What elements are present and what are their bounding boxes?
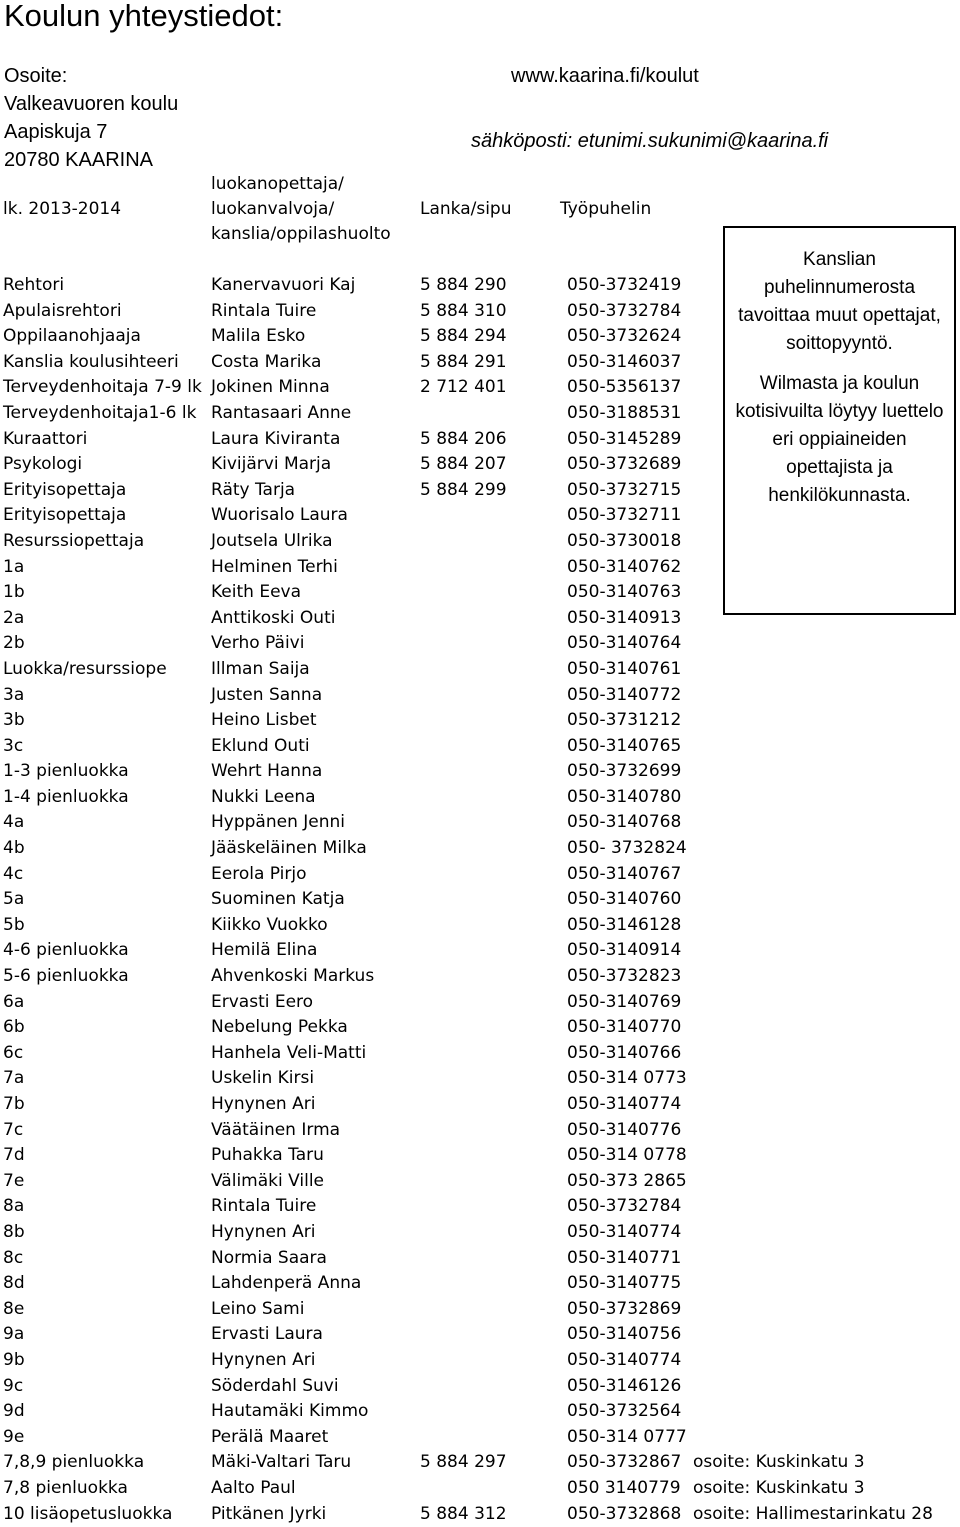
person-cell: Kivijärvi Marja bbox=[211, 452, 331, 478]
role-cell: 7,8,9 pienluokka bbox=[3, 1450, 144, 1476]
phone-cell: 050-3140774 bbox=[567, 1092, 681, 1118]
role-cell: 5b bbox=[3, 913, 25, 939]
table-row bbox=[0, 1476, 960, 1502]
phone-cell: 050-3145289 bbox=[567, 427, 681, 453]
address-label: Osoite: bbox=[4, 63, 67, 89]
person-cell: Uskelin Kirsi bbox=[211, 1066, 314, 1092]
role-cell: Terveydenhoitaja1-6 lk bbox=[3, 401, 196, 427]
role-cell: 5-6 pienluokka bbox=[3, 964, 129, 990]
table-row bbox=[0, 810, 960, 836]
table-row bbox=[0, 836, 960, 862]
phone-cell: 050-3732699 bbox=[567, 759, 681, 785]
role-cell: Oppilaanohjaaja bbox=[3, 324, 141, 350]
table-row bbox=[0, 631, 960, 657]
person-cell: Nukki Leena bbox=[211, 785, 316, 811]
phone-cell: 050-3140767 bbox=[567, 862, 681, 888]
table-row bbox=[0, 1169, 960, 1195]
phone-cell: 050-3140770 bbox=[567, 1015, 681, 1041]
phone-cell: 050-3732419 bbox=[567, 273, 681, 299]
table-row bbox=[0, 862, 960, 888]
phone-cell: 050-3140756 bbox=[567, 1322, 681, 1348]
person-cell: Eklund Outi bbox=[211, 734, 310, 760]
table-row bbox=[0, 1297, 960, 1323]
phone-cell: 050-3732624 bbox=[567, 324, 681, 350]
person-cell: Hyppänen Jenni bbox=[211, 810, 345, 836]
person-cell: Aalto Paul bbox=[211, 1476, 296, 1502]
role-cell: 8d bbox=[3, 1271, 25, 1297]
table-row bbox=[0, 657, 960, 683]
table-row bbox=[0, 938, 960, 964]
table-row bbox=[0, 759, 960, 785]
person-cell: Jääskeläinen Milka bbox=[211, 836, 367, 862]
phone-cell: 050-3146128 bbox=[567, 913, 681, 939]
phone-cell: 050-3732867 bbox=[567, 1450, 681, 1476]
table-row bbox=[0, 913, 960, 939]
person-header-line-1: luokanopettaja/ bbox=[211, 172, 344, 196]
person-cell: Anttikoski Outi bbox=[211, 606, 335, 632]
lanka-header: Lanka/sipu bbox=[420, 197, 512, 221]
table-row bbox=[0, 1118, 960, 1144]
role-cell: 8a bbox=[3, 1194, 24, 1220]
email-text: sähköposti: etunimi.sukunimi@kaarina.fi bbox=[471, 128, 828, 154]
phone-cell: 050-3140914 bbox=[567, 938, 681, 964]
phone-cell: 050-3140763 bbox=[567, 580, 681, 606]
person-cell: Perälä Maaret bbox=[211, 1425, 328, 1451]
person-cell: Väätäinen Irma bbox=[211, 1118, 340, 1144]
info-note-box bbox=[723, 226, 956, 615]
role-cell: Kanslia koulusihteeri bbox=[3, 350, 179, 376]
person-cell: Hynynen Ari bbox=[211, 1092, 315, 1118]
phone-cell: 050-3731212 bbox=[567, 708, 681, 734]
role-cell: Rehtori bbox=[3, 273, 64, 299]
phone-cell: 050-3732689 bbox=[567, 452, 681, 478]
person-cell: Verho Päivi bbox=[211, 631, 304, 657]
person-cell: Rantasaari Anne bbox=[211, 401, 351, 427]
lanka-cell: 5 884 312 bbox=[420, 1502, 507, 1527]
person-cell: Kiikko Vuokko bbox=[211, 913, 328, 939]
person-cell: Pitkänen Jyrki bbox=[211, 1502, 326, 1527]
phone-cell: 050-3140776 bbox=[567, 1118, 681, 1144]
person-cell: Suominen Katja bbox=[211, 887, 345, 913]
person-header-line-2: luokanvalvoja/ bbox=[211, 197, 334, 221]
role-cell: Psykologi bbox=[3, 452, 82, 478]
role-cell: Apulaisrehtori bbox=[3, 299, 122, 325]
table-row bbox=[0, 683, 960, 709]
city-address: 20780 KAARINA bbox=[4, 147, 153, 173]
person-cell: Lahdenperä Anna bbox=[211, 1271, 361, 1297]
role-cell: 9a bbox=[3, 1322, 24, 1348]
note-paragraph-2: Wilmasta ja koulun kotisivuilta löytyy luettelo eri oppiaineiden opettajista ja henkilökunnasta. bbox=[725, 370, 954, 510]
phone-cell: 050-3730018 bbox=[567, 529, 681, 555]
phone-cell: 050 3140779 bbox=[567, 1476, 681, 1502]
role-cell: 3c bbox=[3, 734, 23, 760]
role-cell: 2b bbox=[3, 631, 25, 657]
phone-cell: 050- 3732824 bbox=[567, 836, 687, 862]
role-cell: 4b bbox=[3, 836, 25, 862]
person-cell: Jokinen Minna bbox=[211, 375, 330, 401]
table-row bbox=[0, 1399, 960, 1425]
phone-cell: 050-3732784 bbox=[567, 299, 681, 325]
person-cell: Laura Kiviranta bbox=[211, 427, 340, 453]
person-cell: Hanhela Veli-Matti bbox=[211, 1041, 366, 1067]
person-cell: Ervasti Laura bbox=[211, 1322, 323, 1348]
table-row bbox=[0, 1271, 960, 1297]
person-cell: Joutsela Ulrika bbox=[211, 529, 333, 555]
person-header-line-3: kanslia/oppilashuolto bbox=[211, 222, 391, 246]
phone-cell: 050-314 0778 bbox=[567, 1143, 687, 1169]
phone-cell: 050-3140766 bbox=[567, 1041, 681, 1067]
phone-cell: 050-3732823 bbox=[567, 964, 681, 990]
phone-cell: 050-3140913 bbox=[567, 606, 681, 632]
role-cell: 10 lisäopetusluokka bbox=[3, 1502, 172, 1527]
phone-cell: 050-3140762 bbox=[567, 555, 681, 581]
phone-cell: 050-3146126 bbox=[567, 1374, 681, 1400]
table-row bbox=[0, 1066, 960, 1092]
role-cell: Terveydenhoitaja 7-9 lk bbox=[3, 375, 202, 401]
note-cell: osoite: Kuskinkatu 3 bbox=[693, 1476, 865, 1502]
table-row bbox=[0, 1425, 960, 1451]
school-name: Valkeavuoren koulu bbox=[4, 91, 178, 117]
table-row bbox=[0, 1322, 960, 1348]
person-cell: Normia Saara bbox=[211, 1246, 327, 1272]
lanka-cell: 5 884 310 bbox=[420, 299, 507, 325]
person-cell: Heino Lisbet bbox=[211, 708, 317, 734]
role-cell: 1a bbox=[3, 555, 24, 581]
role-cell: 1b bbox=[3, 580, 25, 606]
lanka-cell: 5 884 291 bbox=[420, 350, 507, 376]
phone-cell: 050-314 0777 bbox=[567, 1425, 687, 1451]
note-cell: osoite: Hallimestarinkatu 28 bbox=[693, 1502, 933, 1527]
role-cell: 6c bbox=[3, 1041, 23, 1067]
role-cell: 1-3 pienluokka bbox=[3, 759, 129, 785]
person-cell: Rintala Tuire bbox=[211, 299, 316, 325]
person-cell: Rintala Tuire bbox=[211, 1194, 316, 1220]
phone-cell: 050-3140764 bbox=[567, 631, 681, 657]
person-cell: Hemilä Elina bbox=[211, 938, 317, 964]
phone-cell: 050-314 0773 bbox=[567, 1066, 687, 1092]
table-row bbox=[0, 1015, 960, 1041]
lanka-cell: 5 884 206 bbox=[420, 427, 507, 453]
role-cell: 9b bbox=[3, 1348, 25, 1374]
phone-cell: 050-3732715 bbox=[567, 478, 681, 504]
role-cell: 8e bbox=[3, 1297, 24, 1323]
role-cell: 9e bbox=[3, 1425, 24, 1451]
person-cell: Nebelung Pekka bbox=[211, 1015, 348, 1041]
phone-cell: 050-3140768 bbox=[567, 810, 681, 836]
table-row bbox=[0, 708, 960, 734]
table-row bbox=[0, 887, 960, 913]
phone-cell: 050-3140774 bbox=[567, 1348, 681, 1374]
role-cell: 7a bbox=[3, 1066, 24, 1092]
role-cell: 5a bbox=[3, 887, 24, 913]
person-cell: Wuorisalo Laura bbox=[211, 503, 348, 529]
phone-cell: 050-3140761 bbox=[567, 657, 681, 683]
year-header: lk. 2013-2014 bbox=[3, 197, 121, 221]
page-title: Koulun yhteystiedot: bbox=[4, 0, 283, 36]
person-cell: Eerola Pirjo bbox=[211, 862, 306, 888]
phone-cell: 050-3732564 bbox=[567, 1399, 681, 1425]
phone-cell: 050-3140760 bbox=[567, 887, 681, 913]
phone-cell: 050-3732711 bbox=[567, 503, 681, 529]
person-cell: Mäki-Valtari Taru bbox=[211, 1450, 351, 1476]
role-cell: 1-4 pienluokka bbox=[3, 785, 129, 811]
role-cell: 3b bbox=[3, 708, 25, 734]
table-row bbox=[0, 1220, 960, 1246]
phone-cell: 050-3732784 bbox=[567, 1194, 681, 1220]
phone-cell: 050-3140765 bbox=[567, 734, 681, 760]
role-cell: Kuraattori bbox=[3, 427, 87, 453]
person-cell: Helminen Terhi bbox=[211, 555, 338, 581]
lanka-cell: 5 884 207 bbox=[420, 452, 507, 478]
person-cell: Justen Sanna bbox=[211, 683, 322, 709]
table-row bbox=[0, 1092, 960, 1118]
note-cell: osoite: Kuskinkatu 3 bbox=[693, 1450, 865, 1476]
person-cell: Kanervavuori Kaj bbox=[211, 273, 355, 299]
table-row bbox=[0, 734, 960, 760]
table-row bbox=[0, 1374, 960, 1400]
phone-cell: 050-3140769 bbox=[567, 990, 681, 1016]
role-cell: Luokka/resurssiope bbox=[3, 657, 167, 683]
role-cell: 6a bbox=[3, 990, 24, 1016]
phone-cell: 050-3140771 bbox=[567, 1246, 681, 1272]
person-cell: Räty Tarja bbox=[211, 478, 295, 504]
role-cell: Erityisopettaja bbox=[3, 503, 126, 529]
lanka-cell: 5 884 294 bbox=[420, 324, 507, 350]
person-cell: Hynynen Ari bbox=[211, 1348, 315, 1374]
role-cell: 4c bbox=[3, 862, 23, 888]
phone-cell: 050-3188531 bbox=[567, 401, 681, 427]
person-cell: Keith Eeva bbox=[211, 580, 301, 606]
table-row bbox=[0, 1348, 960, 1374]
person-cell: Hynynen Ari bbox=[211, 1220, 315, 1246]
phone-cell: 050-3140775 bbox=[567, 1271, 681, 1297]
phone-cell: 050-3146037 bbox=[567, 350, 681, 376]
role-cell: 9d bbox=[3, 1399, 25, 1425]
table-row bbox=[0, 990, 960, 1016]
role-cell: 7d bbox=[3, 1143, 25, 1169]
table-row bbox=[0, 1502, 960, 1527]
phone-cell: 050-3140780 bbox=[567, 785, 681, 811]
phone-cell: 050-3140774 bbox=[567, 1220, 681, 1246]
phone-cell: 050-3732868 bbox=[567, 1502, 681, 1527]
table-row bbox=[0, 964, 960, 990]
role-cell: 4-6 pienluokka bbox=[3, 938, 129, 964]
phone-cell: 050-3732869 bbox=[567, 1297, 681, 1323]
phone-cell: 050-3140772 bbox=[567, 683, 681, 709]
person-cell: Leino Sami bbox=[211, 1297, 304, 1323]
person-cell: Puhakka Taru bbox=[211, 1143, 324, 1169]
person-cell: Ervasti Eero bbox=[211, 990, 313, 1016]
lanka-cell: 5 884 297 bbox=[420, 1450, 507, 1476]
person-cell: Ahvenkoski Markus bbox=[211, 964, 374, 990]
note-paragraph-1: Kanslian puhelinnumerosta tavoittaa muut opettajat, soittopyyntö. bbox=[725, 246, 954, 358]
person-cell: Malila Esko bbox=[211, 324, 305, 350]
website-text: www.kaarina.fi/koulut bbox=[511, 63, 699, 89]
person-cell: Söderdahl Suvi bbox=[211, 1374, 339, 1400]
phone-cell: 050-5356137 bbox=[567, 375, 681, 401]
table-row bbox=[0, 1143, 960, 1169]
role-cell: 7b bbox=[3, 1092, 25, 1118]
table-row bbox=[0, 1450, 960, 1476]
lanka-cell: 5 884 290 bbox=[420, 273, 507, 299]
role-cell: 7,8 pienluokka bbox=[3, 1476, 128, 1502]
role-cell: Resurssiopettaja bbox=[3, 529, 144, 555]
role-cell: 3a bbox=[3, 683, 24, 709]
role-cell: Erityisopettaja bbox=[3, 478, 126, 504]
person-cell: Hautamäki Kimmo bbox=[211, 1399, 368, 1425]
phone-cell: 050-373 2865 bbox=[567, 1169, 687, 1195]
table-row bbox=[0, 1194, 960, 1220]
phone-header: Työpuhelin bbox=[560, 197, 651, 221]
role-cell: 9c bbox=[3, 1374, 23, 1400]
role-cell: 4a bbox=[3, 810, 24, 836]
street-address: Aapiskuja 7 bbox=[4, 119, 107, 145]
role-cell: 2a bbox=[3, 606, 24, 632]
role-cell: 8c bbox=[3, 1246, 23, 1272]
person-cell: Välimäki Ville bbox=[211, 1169, 324, 1195]
person-cell: Illman Saija bbox=[211, 657, 310, 683]
table-row bbox=[0, 1246, 960, 1272]
lanka-cell: 5 884 299 bbox=[420, 478, 507, 504]
table-row bbox=[0, 1041, 960, 1067]
role-cell: 6b bbox=[3, 1015, 25, 1041]
role-cell: 7e bbox=[3, 1169, 24, 1195]
person-cell: Costa Marika bbox=[211, 350, 321, 376]
table-row bbox=[0, 785, 960, 811]
role-cell: 7c bbox=[3, 1118, 23, 1144]
person-cell: Wehrt Hanna bbox=[211, 759, 322, 785]
lanka-cell: 2 712 401 bbox=[420, 375, 507, 401]
role-cell: 8b bbox=[3, 1220, 25, 1246]
